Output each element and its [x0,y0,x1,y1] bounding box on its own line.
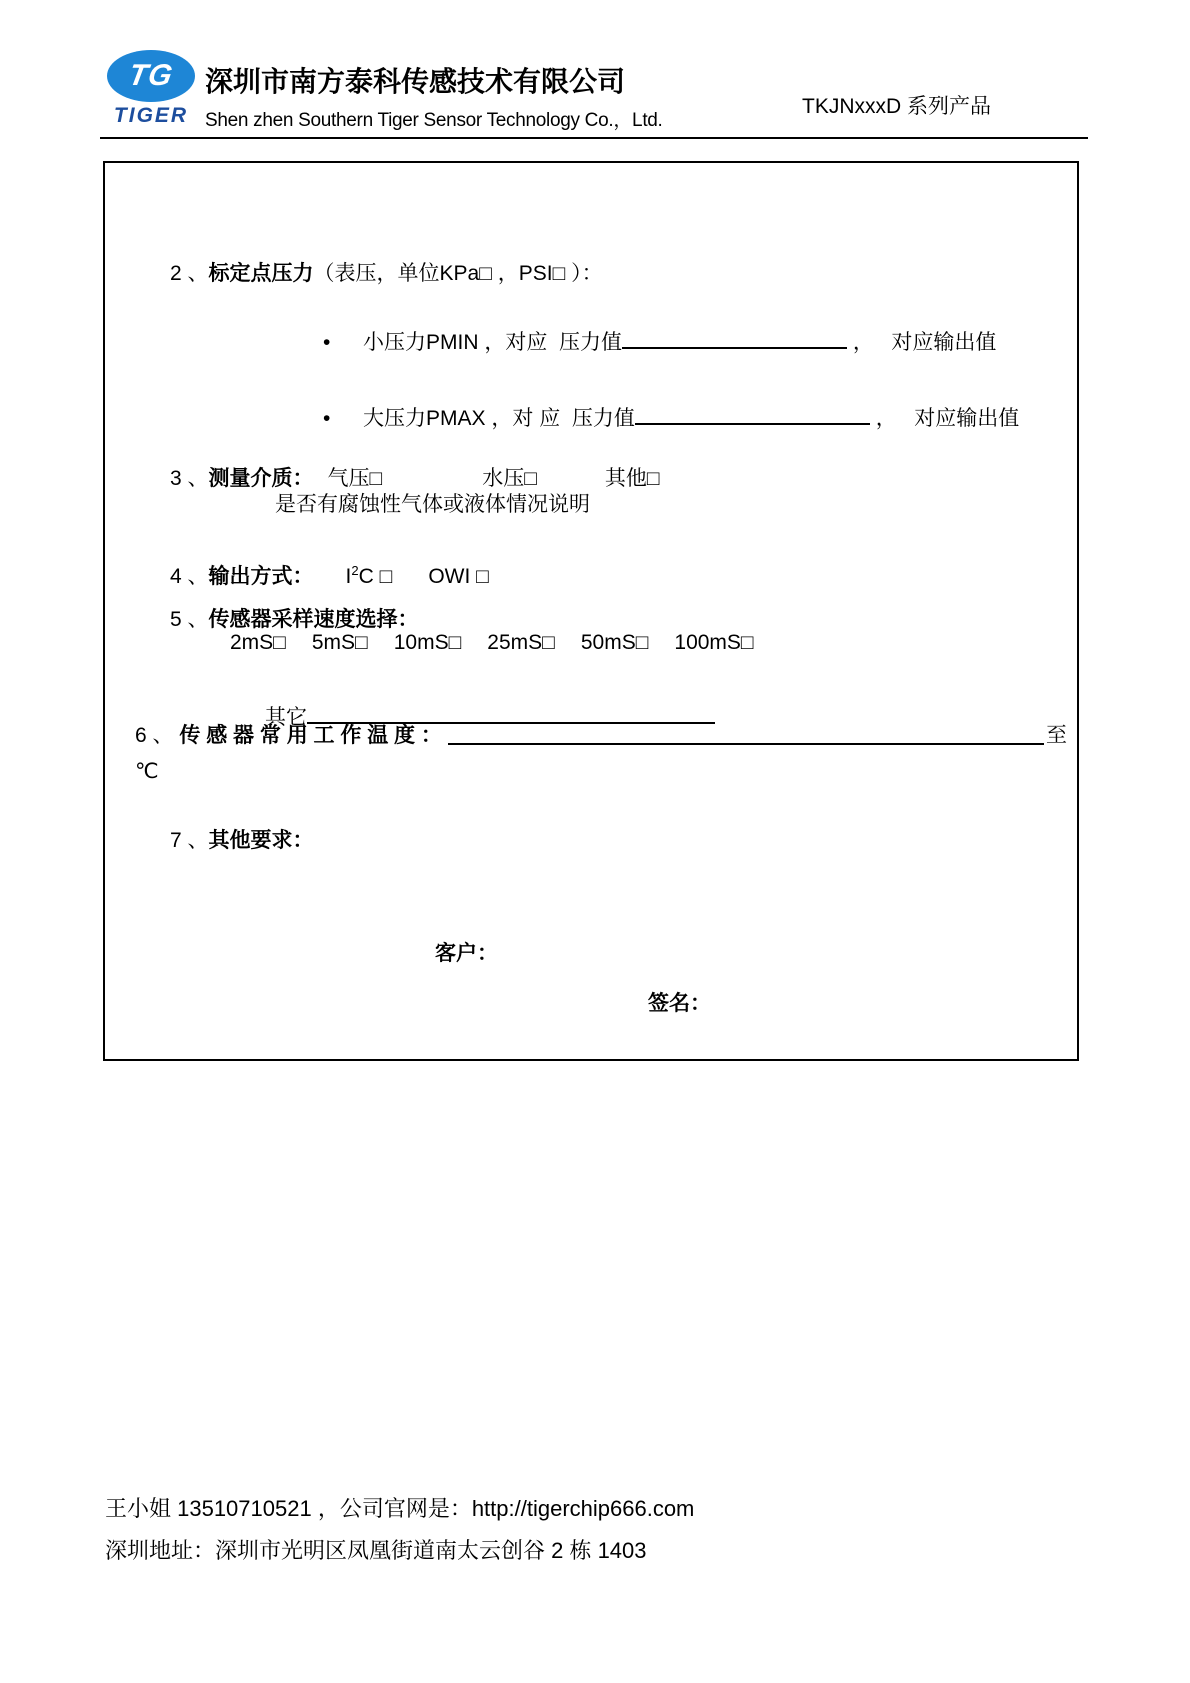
item4-number: 4 、 [170,565,209,589]
temperature-to-text: 至 [1046,724,1067,747]
item6-label: 传 感 器 常 用 工 作 温 度 ： [179,724,442,747]
output-option-owi-checkbox: OWI □ [428,565,489,589]
footer-address: 深圳地址：深圳市光明区凤凰街道南太云创谷 2 栋 1403 [105,1538,647,1563]
pmin-text: 小压力PMIN ，对应 压力值 [363,331,623,355]
logo-oval-icon [107,50,195,102]
item2-unit-checkboxes: （表压，单位KPa□ ，PSI□ ）： [313,262,603,286]
item7-label: 其他要求： [208,829,314,853]
item5-number: 5 、 [170,608,209,632]
company-name-en: Shen zhen Southern Tiger Sensor Technology Co.，Ltd. [205,110,663,131]
customer-label: 客户： [435,942,498,965]
speed-option-50ms-checkbox: 50mS□ [580,631,649,654]
speed-option-5ms-checkbox: 5mS□ [311,631,368,654]
company-logo [103,50,199,126]
bullet-icon: • [323,407,331,431]
medium-option-air-checkbox: 气压□ [327,467,383,491]
other-speed-label: 其它 [265,706,308,730]
row-working-temperature [135,722,1067,749]
company-name-cn: 深圳市南方泰科传感技术有限公司 [205,66,626,97]
item6-number: 6 、 [135,724,180,747]
speed-option-10ms-checkbox: 10mS□ [393,631,462,654]
logo-brand-text: TIGER [113,104,189,127]
pmax-output-text: ， 对应输出值 [869,407,1020,431]
speed-option-25ms-checkbox: 25mS□ [487,631,555,654]
temperature-blank [448,739,1044,745]
order-form-box [103,161,1079,1061]
speed-option-2ms-checkbox: 2mS□ [230,631,286,654]
medium-option-other-checkbox: 其他□ [604,467,660,491]
sampling-speed-options [230,629,754,656]
item3-number: 3 、 [170,467,209,491]
product-series-title: TKJNxxxD 系列产品 [802,95,991,118]
header-divider [100,137,1088,139]
temperature-unit: ℃ [135,760,159,783]
pmax-pressure-blank [635,402,870,425]
pmax-text: 大压力PMAX ，对 应 压力值 [363,407,635,431]
medium-option-water-checkbox: 水压□ [482,467,537,491]
output-option-i2c-checkbox: $I^2C$ □ [345,563,393,589]
corrosion-note: 是否有腐蚀性气体或液体情况说明 [275,493,590,516]
pmin-pressure-blank [622,326,847,349]
logo-monogram: TG [126,59,176,92]
pmin-output-text: ， 对应输出值 [847,331,997,355]
signature-label: 签名： [648,992,711,1015]
item2-label: 标定点压力 [208,262,314,286]
other-speed-blank [307,701,715,724]
item3-label: 测量介质： [208,467,314,491]
row-other-requirements [135,800,314,882]
item4-label: 输出方式： [208,565,314,589]
item7-number: 7 、 [170,829,209,853]
row-pmin [288,299,996,384]
footer-contact: 王小姐 13510710521 ，公司官网是：http://tigerchip666.com [105,1496,695,1521]
speed-option-100ms-checkbox: 100mS□ [674,631,754,654]
item5-label: 传感器采样速度选择： [208,608,419,632]
item2-number: 2 、 [170,262,209,286]
bullet-icon: • [323,331,331,355]
